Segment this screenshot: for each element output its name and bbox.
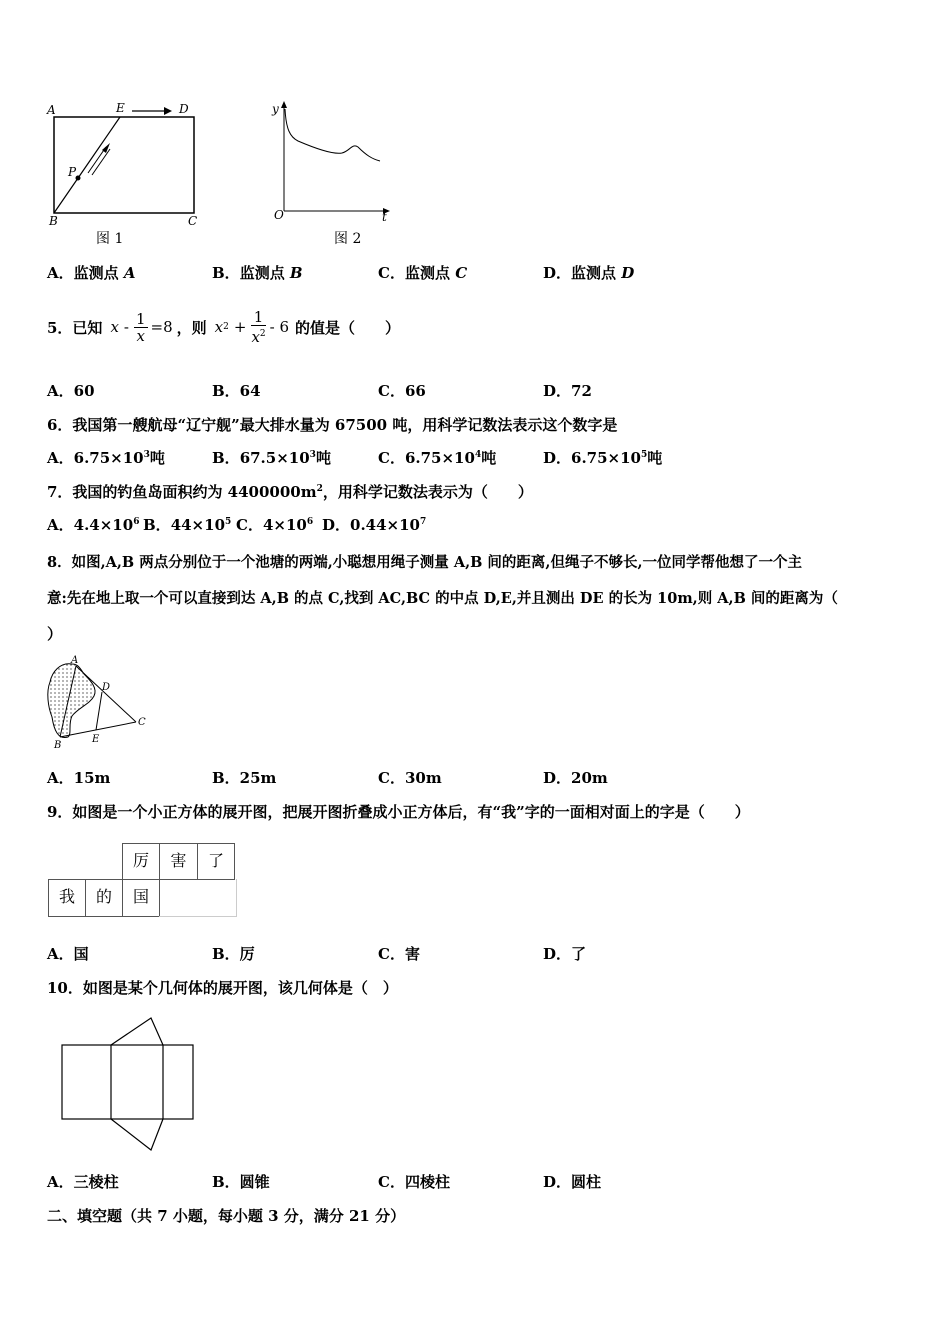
q8-option-b[interactable]: B．25m xyxy=(212,769,277,787)
fig1-label-c: C xyxy=(188,214,198,228)
q10-option-c[interactable]: C．四棱柱 xyxy=(378,1173,450,1191)
q9-cell-hai: 害 xyxy=(159,843,198,880)
fig1-label-a: A xyxy=(47,103,56,117)
q5-option-d[interactable]: D．72 xyxy=(543,382,592,400)
q9-option-c[interactable]: C．害 xyxy=(378,945,420,963)
q10-option-d[interactable]: D．圆柱 xyxy=(543,1173,602,1191)
fig1-label-e: E xyxy=(116,101,125,115)
q6-option-b[interactable]: B．$67.5\times 10^3$吨 xyxy=(212,449,331,467)
q8-stem-line1: 8．如图,A,B 两点分别位于一个池塘的两端,小聪想用绳子测量 A,B 间的距离,但绳子不够长,一位同学帮他想了一个主 xyxy=(47,554,803,571)
q7-option-a[interactable]: A．$4.4\times 10^6$ xyxy=(47,516,140,534)
fig1-label-p: P xyxy=(68,165,77,179)
q9-net-faint-edge xyxy=(236,879,237,917)
fig1-label-d: D xyxy=(179,102,189,116)
q7-option-d[interactable]: D．$0.44\times 10^7$ xyxy=(322,516,427,534)
q9-cell-de: 的 xyxy=(85,879,123,917)
q10-stem: 10．如图是某个几何体的展开图，该几何体是（ ） xyxy=(47,979,398,997)
q9-net-faint-line xyxy=(159,916,237,917)
q4-option-a[interactable]: A．监测点 A xyxy=(47,264,136,282)
figure-1 xyxy=(40,95,210,255)
q9-cell-li: 厉 xyxy=(122,843,160,880)
q10-option-a[interactable]: A．三棱柱 xyxy=(47,1173,119,1191)
q6-option-d[interactable]: D．$6.75\times 10^5$吨 xyxy=(543,449,663,467)
q8-fig-label-a: A xyxy=(71,655,79,666)
q4-option-b[interactable]: B．监测点 B xyxy=(212,264,303,282)
q6-stem: 6．我国第一艘航母“辽宁舰”最大排水量为 67500 吨，用科学记数法表示这个数字是 xyxy=(47,416,618,434)
fig2-label-y: y xyxy=(272,102,279,116)
q9-option-d[interactable]: D．了 xyxy=(543,945,587,963)
q6-option-c[interactable]: C．$6.75\times 10^4$吨 xyxy=(378,449,497,467)
fig1-label-b: B xyxy=(49,214,58,228)
q9-option-a[interactable]: A．国 xyxy=(47,945,89,963)
q9-option-b[interactable]: B．厉 xyxy=(212,945,255,963)
q10-option-b[interactable]: B．圆锥 xyxy=(212,1173,270,1191)
q8-fig-label-e: E xyxy=(92,734,100,745)
figure-2 xyxy=(262,95,402,255)
q8-stem-line2: 意:先在地上取一个可以直接到达 A,B 的点 C,找到 AC,BC 的中点 D,E,并且测出 DE 的长为 10m,则 A,B 间的距离为（ xyxy=(47,590,838,607)
q5-option-a[interactable]: A．60 xyxy=(47,382,95,400)
fig1-caption: 图 1 xyxy=(96,231,124,247)
q7-option-c[interactable]: C．$4\times 10^6$ xyxy=(236,516,314,534)
q9-cell-guo: 国 xyxy=(122,879,160,917)
q8-stem-line3: ） xyxy=(47,625,63,643)
q8-figure xyxy=(38,652,158,752)
fig2-caption: 图 2 xyxy=(334,231,362,247)
q6-option-a[interactable]: A．$6.75\times 10^3$吨 xyxy=(47,449,165,467)
q8-fig-label-b: B xyxy=(54,740,62,751)
fig2-label-t: t xyxy=(382,210,387,224)
fig2-label-o: O xyxy=(274,208,284,222)
q4-option-c[interactable]: C．监测点 C xyxy=(378,264,468,282)
q8-option-a[interactable]: A．15m xyxy=(47,769,111,787)
q7-stem: 7．我国的钓鱼岛面积约为 $4400000m^2$，用科学记数法表示为（ ） xyxy=(47,483,533,501)
q9-stem: 9．如图是一个小正方体的展开图，把展开图折叠成小正方体后，有“我”字的一面相对面上的字是（ ） xyxy=(47,803,750,821)
q8-fig-label-d: D xyxy=(102,682,111,693)
q8-option-d[interactable]: D．20m xyxy=(543,769,608,787)
q7-option-b[interactable]: B．$44\times 10^5$ xyxy=(143,516,232,534)
q5-stem: 5．已知 x - $\frac{1}{x}$ =8 ，则 x 2 + $\frac{1}{x^2}$ - 6 的值是（ ） xyxy=(47,308,401,346)
q9-cell-le: 了 xyxy=(197,843,235,880)
q10-figure xyxy=(55,1012,205,1157)
q4-option-d[interactable]: D．监测点 D xyxy=(543,264,635,282)
q5-option-b[interactable]: B．64 xyxy=(212,382,261,400)
q9-cell-wo: 我 xyxy=(48,879,86,917)
section-2-heading: 二、填空题（共 7 小题，每小题 3 分，满分 21 分） xyxy=(47,1207,406,1225)
q8-fig-label-c: C xyxy=(138,717,146,728)
q8-option-c[interactable]: C．30m xyxy=(378,769,442,787)
q5-option-c[interactable]: C．66 xyxy=(378,382,426,400)
